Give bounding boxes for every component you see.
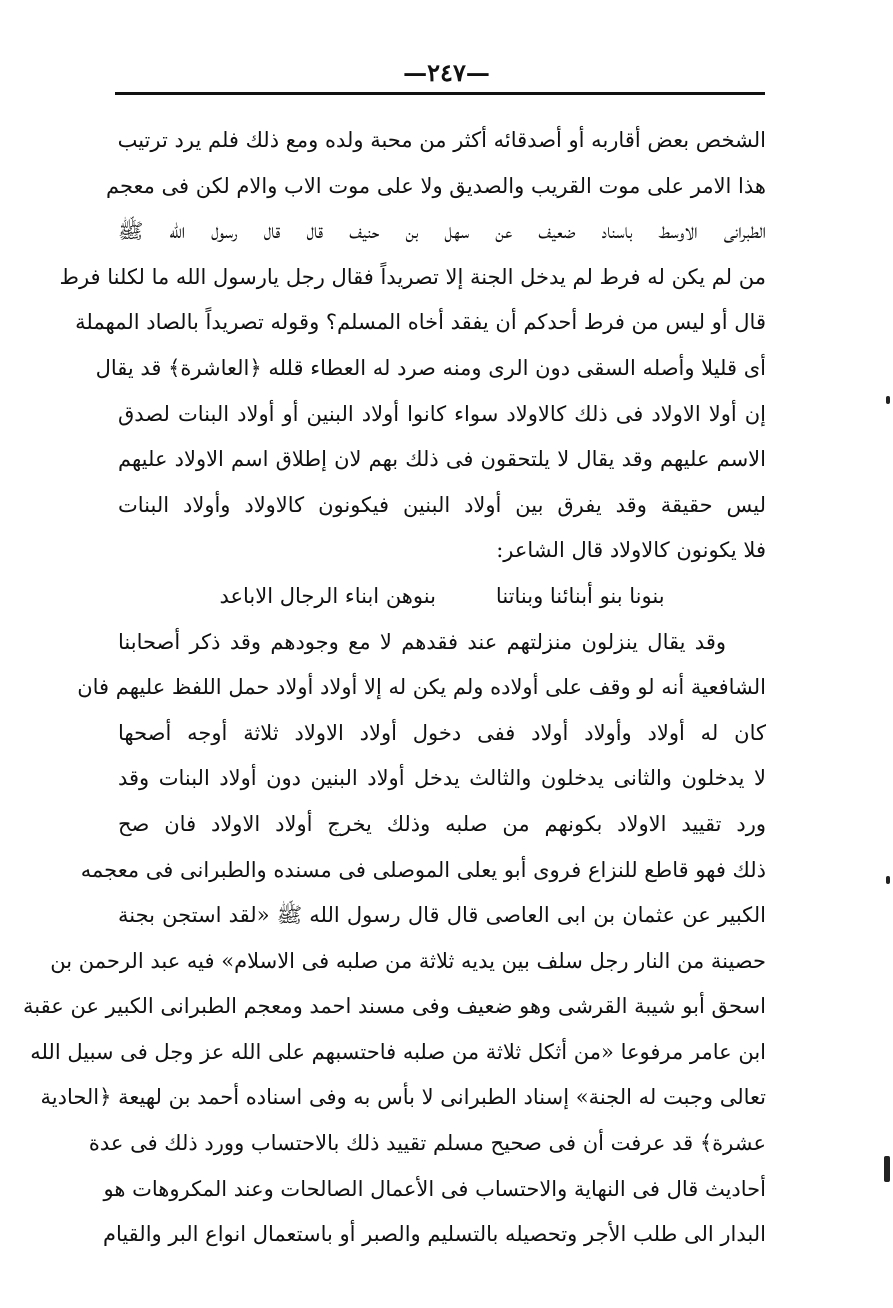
text-line: الشافعية أنه لو وقف على أولاده ولم يكن له إلا أولاد أولاد حمل اللفظ عليهم فان: [77, 675, 766, 700]
text-line: فلا يكونون كالاولاد قال الشاعر:: [496, 538, 766, 563]
text-line: الطبرانى الاوسط باسناد ضعيف عن سهل بن حنيف قال قال رسول الله ﷺ: [118, 219, 766, 244]
text-line: أى قليلا وأصله السقى دون الرى ومنه صرد له العطاء قلله ﴿العاشرة﴾ قد يقال: [95, 355, 766, 380]
page-number: —٢٤٧—: [403, 58, 490, 87]
text-line: الكبير عن عثمان بن ابى العاصى قال قال رسول الله ﷺ «لقد استجن بجنة: [118, 903, 766, 928]
text-line: ذلك فهو قاطع للنزاع فروى أبو يعلى الموصلى فى مسنده والطبرانى فى معجمه: [80, 857, 766, 882]
verse-first-hemistich: بنونا بنو أبنائنا وبناتنا: [495, 583, 665, 608]
text-line: البدار الى طلب الأجر وتحصيله بالتسليم والصبر أو باستعمال انواع البر والقيام: [102, 1222, 766, 1247]
text-line: قال أو ليس من فرط أحدكم أن يفقد أخاه المسلم؟ وقوله تصريداً بالصاد المهملة: [75, 310, 766, 335]
text-line: ورد تقييد الاولاد بكونهم من صلبه وذلك يخرج أولاد الاولاد فان صح: [118, 811, 766, 836]
text-line: ليس حقيقة وقد يفرق بين أولاد البنين فيكونون كالاولاد وأولاد البنات: [118, 492, 766, 517]
margin-mark: [886, 876, 890, 884]
poetry-verse: [118, 574, 766, 620]
text-line: الشخص بعض أقاربه أو أصدقائه أكثر من محبة ولده ومع ذلك فلم يرد ترتيب: [117, 128, 766, 152]
text-line: إن أولا الاولاد فى ذلك كالاولاد سواء كانوا أولاد البنين أو أولاد البنات لصدق: [118, 401, 766, 426]
text-body: [23, 118, 766, 1258]
header-rule: [115, 92, 765, 95]
text-line: أحاديث قال فى النهاية والاحتساب فى الأعمال الصالحات وعند المكروهات هو: [103, 1176, 766, 1201]
text-line: اسحق أبو شيبة القرشى وهو ضعيف وفى مسند احمد ومعجم الطبرانى الكبير عن عقبة: [23, 994, 766, 1019]
text-line: حصينة من النار رجل سلف بين يديه ثلاثة من صلبه فى الاسلام» فيه عبد الرحمن بن: [50, 948, 766, 973]
margin-mark: [886, 396, 890, 404]
text-line: من لم يكن له فرط لم يدخل الجنة إلا تصريداً فقال رجل يارسول الله ما لكلنا فرط: [59, 264, 766, 289]
text-line: وقد يقال ينزلون منزلتهم عند فقدهم لا مع وجودهم وقد ذكر أصحابنا: [118, 629, 726, 654]
text-line: الاسم عليهم وقد يقال لا يلتحقون فى ذلك بهم لان إطلاق اسم الاولاد عليهم: [118, 447, 766, 472]
text-line: تعالى وجبت له الجنة» إسناد الطبرانى لا بأس به وفى اسناده أحمد بن لهيعة ﴿الحادية: [40, 1085, 766, 1110]
verse-second-hemistich: بنوهن ابناء الرجال الاباعد: [219, 583, 436, 608]
margin-mark: [884, 1156, 890, 1182]
text-line: ابن عامر مرفوعا «من أثكل ثلاثة من صلبه فاحتسبهم على الله عز وجل فى سبيل الله: [30, 1039, 766, 1064]
text-line: هذا الامر على موت القريب والصديق ولا على موت الاب والام لكن فى معجم: [105, 173, 766, 198]
text-line: عشرة﴾ قد عرفت أن فى صحيح مسلم تقييد ذلك بالاحتساب وورد ذلك فى عدة: [88, 1131, 766, 1156]
text-line: كان له أولاد وأولاد أولاد ففى دخول أولاد الاولاد ثلاثة أوجه أصحها: [118, 720, 766, 745]
text-line: لا يدخلون والثانى يدخلون والثالث يدخل أولاد البنين دون أولاد البنات وقد: [118, 766, 766, 791]
